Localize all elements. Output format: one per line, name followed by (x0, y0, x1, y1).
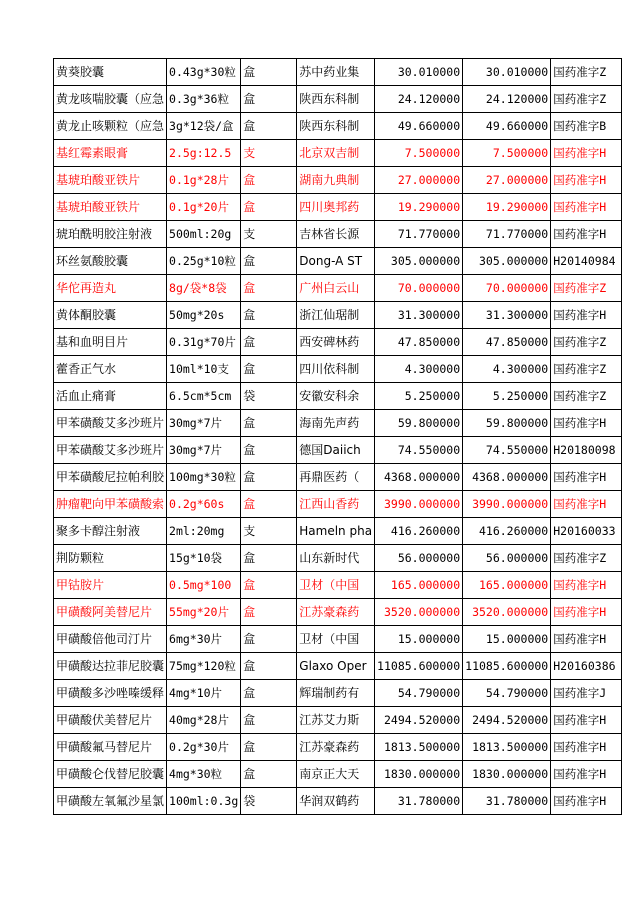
cell-drug-name[interactable]: 聚多卡醇注射液 (54, 518, 167, 545)
cell-spec[interactable]: 0.31g*70片 (167, 329, 241, 356)
table-row (54, 113, 622, 140)
cell-approval-number[interactable]: H20160033 (551, 518, 622, 545)
cell-price-2[interactable]: 49.660000 (463, 113, 551, 140)
cell-manufacturer[interactable]: 陕西东科制 (297, 86, 375, 113)
table-row (54, 167, 622, 194)
cell-manufacturer[interactable]: 华润双鹤药 (297, 788, 375, 815)
cell-manufacturer[interactable]: 四川奥邦药 (297, 194, 375, 221)
cell-price-2[interactable]: 54.790000 (463, 680, 551, 707)
cell-drug-name[interactable]: 甲磺酸多沙唑嗪缓释 (54, 680, 167, 707)
cell-approval-number[interactable]: 国药准字H (551, 221, 622, 248)
cell-price-2[interactable]: 4368.000000 (463, 464, 551, 491)
cell-manufacturer[interactable]: Hameln pha (297, 518, 375, 545)
cell-price-2[interactable]: 59.800000 (463, 410, 551, 437)
table-row (54, 248, 622, 275)
cell-spec[interactable]: 0.1g*28片 (167, 167, 241, 194)
cell-manufacturer[interactable]: 江苏艾力斯 (297, 707, 375, 734)
cell-price-2[interactable]: 416.260000 (463, 518, 551, 545)
cell-price-2[interactable]: 7.500000 (463, 140, 551, 167)
cell-approval-number[interactable]: 国药准字H (551, 599, 622, 626)
cell-approval-number[interactable]: 国药准字H (551, 734, 622, 761)
cell-approval-number[interactable]: 国药准字H (551, 572, 622, 599)
cell-approval-number[interactable]: 国药准字Z (551, 356, 622, 383)
cell-price[interactable]: 305.000000 (375, 248, 463, 275)
table-row (54, 599, 622, 626)
cell-drug-name[interactable]: 甲苯磺酸艾多沙班片 (54, 410, 167, 437)
cell-drug-name[interactable]: 甲磺酸氟马替尼片 (54, 734, 167, 761)
table-row (54, 383, 622, 410)
table-row (54, 329, 622, 356)
table-row (54, 464, 622, 491)
cell-unit[interactable]: 盒 (241, 653, 297, 680)
cell-manufacturer[interactable]: 江西山香药 (297, 491, 375, 518)
cell-approval-number[interactable]: H20180098 (551, 437, 622, 464)
cell-manufacturer[interactable]: 卫材（中国 (297, 572, 375, 599)
cell-price-2[interactable]: 165.000000 (463, 572, 551, 599)
cell-drug-name[interactable]: 琥珀酰明胶注射液 (54, 221, 167, 248)
table-row (54, 302, 622, 329)
cell-price[interactable]: 1830.000000 (375, 761, 463, 788)
cell-approval-number[interactable]: 国药准字Z (551, 86, 622, 113)
cell-price-2[interactable]: 1813.500000 (463, 734, 551, 761)
cell-unit[interactable]: 盒 (241, 113, 297, 140)
cell-unit[interactable]: 支 (241, 518, 297, 545)
cell-approval-number[interactable]: 国药准字H (551, 761, 622, 788)
cell-unit[interactable]: 支 (241, 221, 297, 248)
cell-manufacturer[interactable]: 江苏豪森药 (297, 734, 375, 761)
table-row (54, 626, 622, 653)
table-row (54, 761, 622, 788)
cell-spec[interactable]: 6mg*30片 (167, 626, 241, 653)
cell-spec[interactable]: 3g*12袋/盒 (167, 113, 241, 140)
cell-price-2[interactable]: 11085.600000 (463, 653, 551, 680)
cell-unit[interactable]: 盒 (241, 680, 297, 707)
cell-price-2[interactable]: 24.120000 (463, 86, 551, 113)
table-row (54, 491, 622, 518)
cell-drug-name[interactable]: 黄葵胶囊 (54, 59, 167, 86)
cell-manufacturer[interactable]: 四川依科制 (297, 356, 375, 383)
cell-approval-number[interactable]: H20140984 (551, 248, 622, 275)
cell-unit[interactable]: 盒 (241, 545, 297, 572)
cell-spec[interactable]: 30mg*7片 (167, 410, 241, 437)
cell-approval-number[interactable]: 国药准字Z (551, 383, 622, 410)
cell-price-2[interactable]: 71.770000 (463, 221, 551, 248)
cell-spec[interactable]: 0.2g*30片 (167, 734, 241, 761)
cell-unit[interactable]: 盒 (241, 626, 297, 653)
table-row (54, 221, 622, 248)
table-row (54, 275, 622, 302)
cell-approval-number[interactable]: 国药准字H (551, 707, 622, 734)
cell-drug-name[interactable]: 环丝氨酸胶囊 (54, 248, 167, 275)
cell-drug-name[interactable]: 甲钴胺片 (54, 572, 167, 599)
cell-approval-number[interactable]: 国药准字H (551, 302, 622, 329)
cell-manufacturer[interactable]: 江苏豪森药 (297, 599, 375, 626)
cell-unit[interactable]: 盒 (241, 302, 297, 329)
cell-approval-number[interactable]: 国药准字H (551, 140, 622, 167)
cell-drug-name[interactable]: 基琥珀酸亚铁片 (54, 194, 167, 221)
drug-price-table (53, 58, 622, 815)
cell-price[interactable]: 2494.520000 (375, 707, 463, 734)
cell-price[interactable]: 59.800000 (375, 410, 463, 437)
cell-drug-name[interactable]: 藿香正气水 (54, 356, 167, 383)
cell-unit[interactable]: 盒 (241, 329, 297, 356)
cell-unit[interactable]: 袋 (241, 383, 297, 410)
cell-price-2[interactable]: 31.300000 (463, 302, 551, 329)
table-row (54, 545, 622, 572)
cell-price[interactable]: 3520.000000 (375, 599, 463, 626)
cell-drug-name[interactable]: 甲磺酸左氧氟沙星氯 (54, 788, 167, 815)
cell-price[interactable]: 47.850000 (375, 329, 463, 356)
cell-approval-number[interactable]: 国药准字H (551, 167, 622, 194)
cell-price-2[interactable]: 19.290000 (463, 194, 551, 221)
cell-drug-name[interactable]: 甲磺酸倍他司汀片 (54, 626, 167, 653)
table-row (54, 86, 622, 113)
cell-manufacturer[interactable]: Glaxo Oper (297, 653, 375, 680)
cell-price[interactable]: 7.500000 (375, 140, 463, 167)
table-body (54, 59, 622, 815)
cell-price[interactable]: 15.000000 (375, 626, 463, 653)
cell-price[interactable]: 4.300000 (375, 356, 463, 383)
cell-spec[interactable]: 10ml*10支 (167, 356, 241, 383)
cell-price-2[interactable]: 74.550000 (463, 437, 551, 464)
cell-spec[interactable]: 75mg*120粒 (167, 653, 241, 680)
cell-unit[interactable]: 盒 (241, 761, 297, 788)
cell-spec[interactable]: 0.5mg*100 (167, 572, 241, 599)
cell-unit[interactable]: 盒 (241, 491, 297, 518)
cell-unit[interactable]: 支 (241, 140, 297, 167)
cell-price-2[interactable]: 1830.000000 (463, 761, 551, 788)
cell-price-2[interactable]: 5.250000 (463, 383, 551, 410)
cell-manufacturer[interactable]: 再鼎医药（ (297, 464, 375, 491)
cell-spec[interactable]: 6.5cm*5cm (167, 383, 241, 410)
cell-unit[interactable]: 盒 (241, 167, 297, 194)
table-row (54, 59, 622, 86)
cell-spec[interactable]: 50mg*20s (167, 302, 241, 329)
cell-price-2[interactable]: 3520.000000 (463, 599, 551, 626)
cell-spec[interactable]: 500ml:20g (167, 221, 241, 248)
cell-manufacturer[interactable]: Dong-A ST (297, 248, 375, 275)
cell-manufacturer[interactable]: 西安碑林药 (297, 329, 375, 356)
table-row (54, 734, 622, 761)
cell-approval-number[interactable]: 国药准字J (551, 680, 622, 707)
cell-manufacturer[interactable]: 湖南九典制 (297, 167, 375, 194)
cell-price[interactable]: 416.260000 (375, 518, 463, 545)
cell-price-2[interactable]: 31.780000 (463, 788, 551, 815)
cell-approval-number[interactable]: 国药准字H (551, 788, 622, 815)
cell-price[interactable]: 165.000000 (375, 572, 463, 599)
cell-price-2[interactable]: 70.000000 (463, 275, 551, 302)
cell-spec[interactable]: 0.2g*60s (167, 491, 241, 518)
cell-approval-number[interactable]: H20160386 (551, 653, 622, 680)
cell-approval-number[interactable]: 国药准字Z (551, 59, 622, 86)
cell-approval-number[interactable]: 国药准字H (551, 194, 622, 221)
cell-drug-name[interactable]: 华佗再造丸 (54, 275, 167, 302)
cell-manufacturer[interactable]: 德国Daiich (297, 437, 375, 464)
cell-unit[interactable]: 盒 (241, 356, 297, 383)
cell-unit[interactable]: 盒 (241, 86, 297, 113)
cell-spec[interactable]: 8g/袋*8袋 (167, 275, 241, 302)
cell-approval-number[interactable]: 国药准字H (551, 491, 622, 518)
cell-spec[interactable]: 0.43g*30粒 (167, 59, 241, 86)
table-row (54, 410, 622, 437)
cell-manufacturer[interactable]: 浙江仙琚制 (297, 302, 375, 329)
cell-price[interactable]: 11085.600000 (375, 653, 463, 680)
cell-manufacturer[interactable]: 广州白云山 (297, 275, 375, 302)
cell-drug-name[interactable]: 黄体酮胶囊 (54, 302, 167, 329)
cell-drug-name[interactable]: 荆防颗粒 (54, 545, 167, 572)
cell-unit[interactable]: 盒 (241, 437, 297, 464)
cell-drug-name[interactable]: 甲苯磺酸尼拉帕利胶 (54, 464, 167, 491)
cell-manufacturer[interactable]: 山东新时代 (297, 545, 375, 572)
cell-spec[interactable]: 0.25g*10粒 (167, 248, 241, 275)
cell-approval-number[interactable]: 国药准字Z (551, 545, 622, 572)
cell-manufacturer[interactable]: 苏中药业集 (297, 59, 375, 86)
cell-price[interactable]: 27.000000 (375, 167, 463, 194)
cell-price-2[interactable]: 27.000000 (463, 167, 551, 194)
cell-manufacturer[interactable]: 陕西东科制 (297, 113, 375, 140)
table-row (54, 140, 622, 167)
cell-spec[interactable]: 2ml:20mg (167, 518, 241, 545)
cell-spec[interactable]: 15g*10袋 (167, 545, 241, 572)
cell-spec[interactable]: 4mg*10片 (167, 680, 241, 707)
cell-price[interactable]: 31.780000 (375, 788, 463, 815)
cell-price[interactable]: 5.250000 (375, 383, 463, 410)
cell-spec[interactable]: 0.1g*20片 (167, 194, 241, 221)
cell-price[interactable]: 71.770000 (375, 221, 463, 248)
cell-manufacturer[interactable]: 海南先声药 (297, 410, 375, 437)
cell-approval-number[interactable]: 国药准字Z (551, 329, 622, 356)
cell-unit[interactable]: 盒 (241, 734, 297, 761)
cell-price[interactable]: 3990.000000 (375, 491, 463, 518)
cell-price-2[interactable]: 47.850000 (463, 329, 551, 356)
cell-drug-name[interactable]: 甲磺酸阿美替尼片 (54, 599, 167, 626)
table-row (54, 194, 622, 221)
cell-price-2[interactable]: 15.000000 (463, 626, 551, 653)
cell-drug-name[interactable]: 肿瘤靶向甲苯磺酸索 (54, 491, 167, 518)
cell-price-2[interactable]: 2494.520000 (463, 707, 551, 734)
cell-spec[interactable]: 55mg*20片 (167, 599, 241, 626)
cell-spec[interactable]: 40mg*28片 (167, 707, 241, 734)
cell-price[interactable]: 30.010000 (375, 59, 463, 86)
cell-manufacturer[interactable]: 北京双吉制 (297, 140, 375, 167)
cell-price[interactable]: 19.290000 (375, 194, 463, 221)
cell-price-2[interactable]: 30.010000 (463, 59, 551, 86)
cell-unit[interactable]: 盒 (241, 464, 297, 491)
cell-spec[interactable]: 100ml:0.3g (167, 788, 241, 815)
table-row (54, 680, 622, 707)
cell-price[interactable]: 74.550000 (375, 437, 463, 464)
cell-unit[interactable]: 盒 (241, 707, 297, 734)
cell-manufacturer[interactable]: 吉林省长源 (297, 221, 375, 248)
cell-price-2[interactable]: 4.300000 (463, 356, 551, 383)
table-row (54, 653, 622, 680)
cell-spec[interactable]: 4mg*30粒 (167, 761, 241, 788)
table-row (54, 572, 622, 599)
cell-unit[interactable]: 盒 (241, 599, 297, 626)
cell-approval-number[interactable]: 国药准字H (551, 410, 622, 437)
cell-price[interactable]: 24.120000 (375, 86, 463, 113)
cell-manufacturer[interactable]: 辉瑞制药有 (297, 680, 375, 707)
cell-spec[interactable]: 2.5g:12.5 (167, 140, 241, 167)
cell-price[interactable]: 4368.000000 (375, 464, 463, 491)
cell-price[interactable]: 70.000000 (375, 275, 463, 302)
cell-drug-name[interactable]: 活血止痛膏 (54, 383, 167, 410)
cell-drug-name[interactable]: 甲磺酸伏美替尼片 (54, 707, 167, 734)
cell-spec[interactable]: 30mg*7片 (167, 437, 241, 464)
cell-spec[interactable]: 100mg*30粒 (167, 464, 241, 491)
cell-price-2[interactable]: 56.000000 (463, 545, 551, 572)
cell-price[interactable]: 31.300000 (375, 302, 463, 329)
cell-manufacturer[interactable]: 卫材（中国 (297, 626, 375, 653)
table-row (54, 437, 622, 464)
cell-drug-name[interactable]: 甲磺酸达拉菲尼胶囊 (54, 653, 167, 680)
cell-drug-name[interactable]: 基琥珀酸亚铁片 (54, 167, 167, 194)
cell-drug-name[interactable]: 甲磺酸仑伐替尼胶囊 (54, 761, 167, 788)
table-row (54, 788, 622, 815)
table-row (54, 518, 622, 545)
cell-unit[interactable]: 盒 (241, 194, 297, 221)
cell-drug-name[interactable]: 基和血明目片 (54, 329, 167, 356)
cell-price[interactable]: 49.660000 (375, 113, 463, 140)
cell-unit[interactable]: 盒 (241, 275, 297, 302)
cell-price[interactable]: 54.790000 (375, 680, 463, 707)
cell-approval-number[interactable]: 国药准字B (551, 113, 622, 140)
cell-approval-number[interactable]: 国药准字H (551, 626, 622, 653)
table-row (54, 707, 622, 734)
table-row (54, 356, 622, 383)
cell-spec[interactable]: 0.3g*36粒 (167, 86, 241, 113)
cell-drug-name[interactable]: 黄龙止咳颗粒（应急 (54, 113, 167, 140)
cell-drug-name[interactable]: 甲苯磺酸艾多沙班片 (54, 437, 167, 464)
cell-price[interactable]: 1813.500000 (375, 734, 463, 761)
cell-approval-number[interactable]: 国药准字Z (551, 275, 622, 302)
cell-manufacturer[interactable]: 安徽安科余 (297, 383, 375, 410)
cell-drug-name[interactable]: 黄龙咳喘胶囊（应急 (54, 86, 167, 113)
cell-unit[interactable]: 盒 (241, 59, 297, 86)
cell-price[interactable]: 56.000000 (375, 545, 463, 572)
cell-unit[interactable]: 袋 (241, 788, 297, 815)
cell-price-2[interactable]: 3990.000000 (463, 491, 551, 518)
cell-price-2[interactable]: 305.000000 (463, 248, 551, 275)
cell-manufacturer[interactable]: 南京正大天 (297, 761, 375, 788)
cell-approval-number[interactable]: 国药准字H (551, 464, 622, 491)
cell-drug-name[interactable]: 基红霉素眼膏 (54, 140, 167, 167)
cell-unit[interactable]: 盒 (241, 248, 297, 275)
cell-unit[interactable]: 盒 (241, 410, 297, 437)
cell-unit[interactable]: 盒 (241, 572, 297, 599)
